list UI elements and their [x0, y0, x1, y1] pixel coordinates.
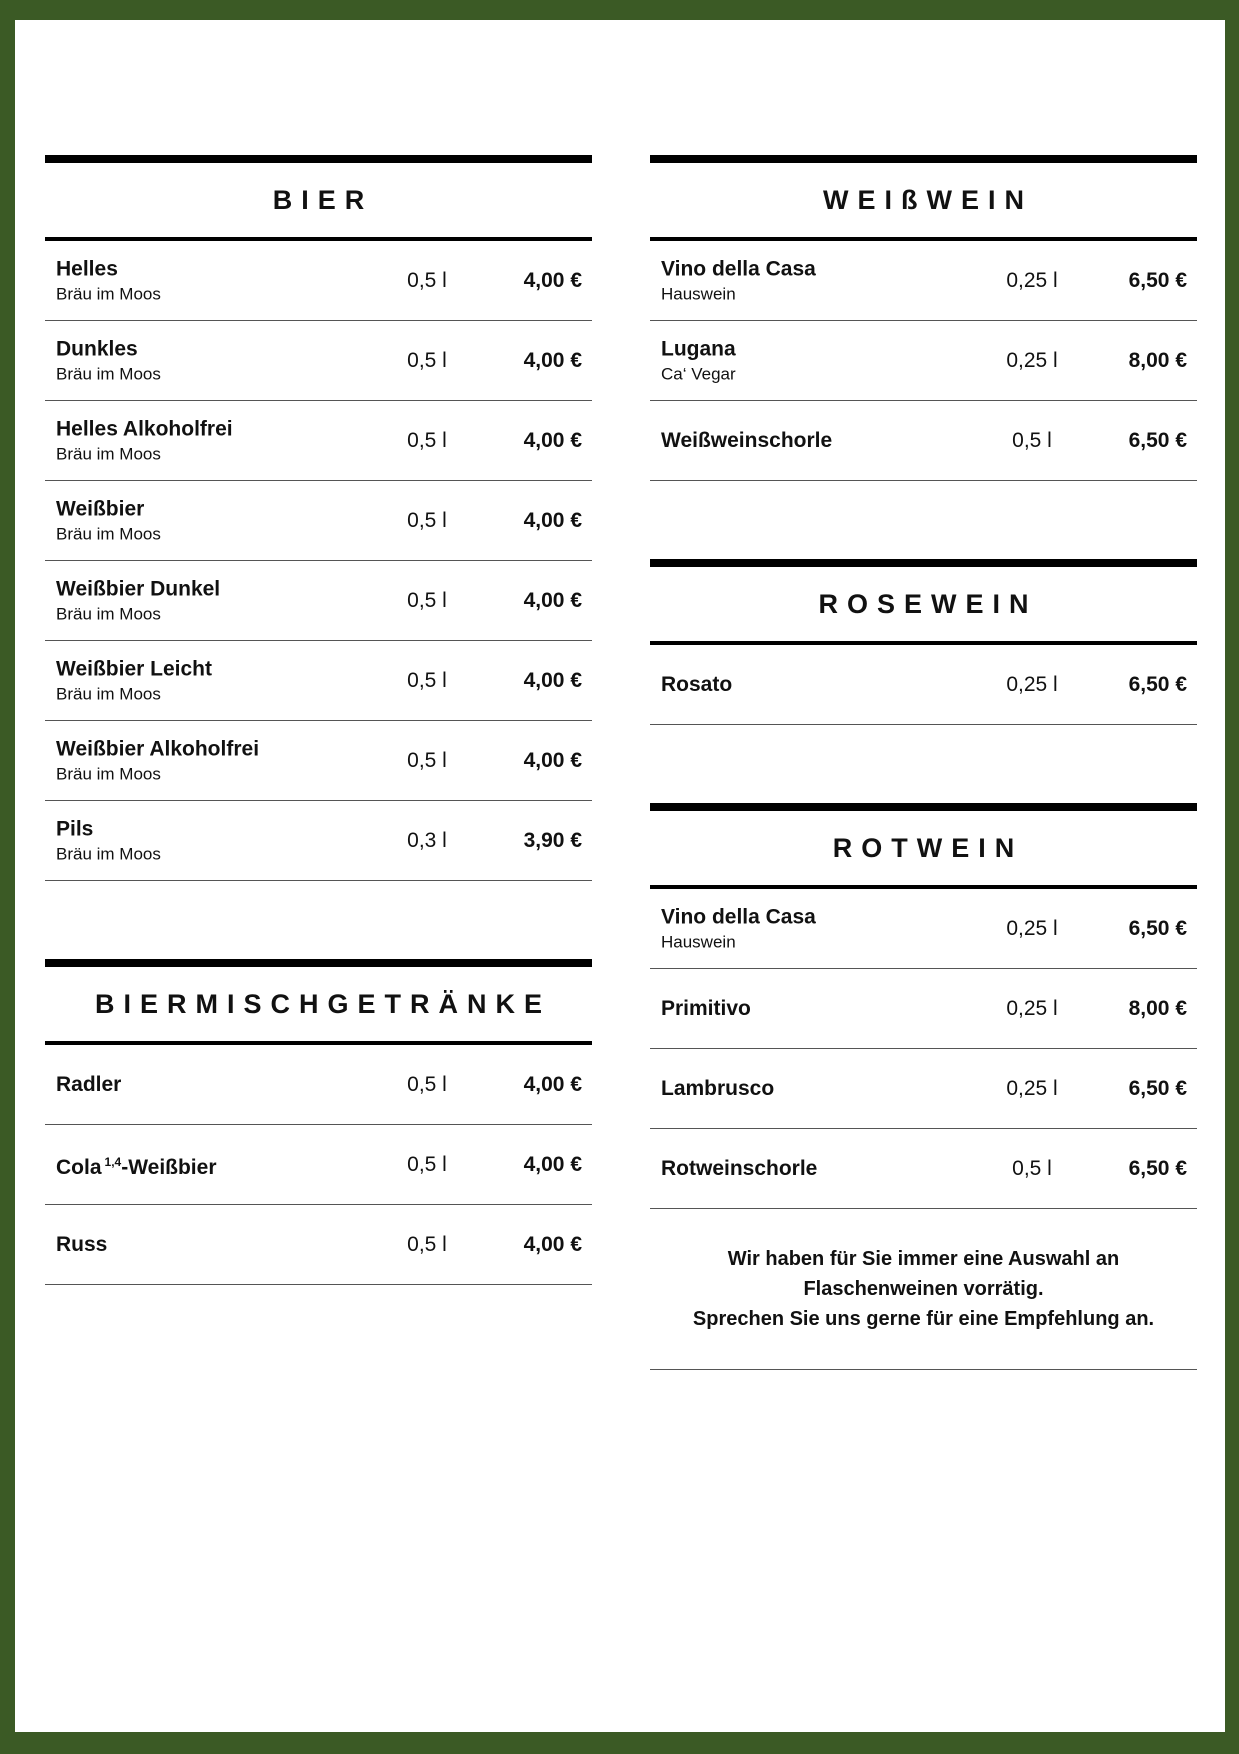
note-line: Flaschenweinen vorrätig.: [803, 1278, 1044, 1300]
item-name-block: [56, 416, 233, 465]
item-name: Pils: [56, 817, 94, 840]
item-name: Rosato: [661, 672, 733, 696]
section-rule: [650, 559, 1197, 567]
item-volume: 0,5 l: [407, 1232, 447, 1256]
item-volume: 0,5 l: [407, 588, 447, 612]
allergen-marker: 1,4: [104, 1154, 122, 1169]
item-name-block: [661, 336, 736, 385]
item-price: 8,00 €: [1128, 996, 1187, 1020]
menu-page: [15, 20, 1225, 1732]
note-line: Sprechen Sie uns gerne für eine Empfehlung an.: [692, 1308, 1155, 1330]
item-name: Helles Alkoholfrei: [56, 417, 233, 440]
item-price: 4,00 €: [523, 748, 582, 772]
menu-item: [45, 401, 592, 481]
item-price: 8,00 €: [1128, 348, 1187, 372]
item-name: Weißweinschorle: [661, 428, 833, 452]
section-title-biermisch: BIERMISCHGETRÄNKE: [45, 967, 592, 1045]
item-name-suffix: -Weißbier: [121, 1155, 217, 1179]
item-name: Vino della Casa: [661, 257, 816, 280]
note-line: Wir haben für Sie immer eine Auswahl an: [727, 1248, 1120, 1270]
section-rule: [45, 959, 592, 967]
item-name: Weißbier Dunkel: [56, 577, 221, 600]
menu-item: [45, 481, 592, 561]
item-name-block: [661, 1156, 817, 1182]
item-price: 4,00 €: [523, 348, 582, 372]
item-volume: 0,5 l: [407, 1072, 447, 1096]
item-name: Weißbier: [56, 497, 145, 520]
item-name-block: [56, 1232, 107, 1258]
item-brewery: Bräu im Moos: [56, 684, 161, 703]
item-volume: 0,25 l: [1006, 268, 1058, 292]
item-price: 4,00 €: [523, 668, 582, 692]
item-price: 4,00 €: [523, 1152, 582, 1176]
menu-item: [650, 241, 1197, 321]
item-brewery: Bräu im Moos: [56, 444, 161, 463]
section-spacer: [650, 481, 1197, 559]
item-name-block: [661, 1076, 774, 1102]
item-name-block: [56, 656, 212, 705]
menu-item: [650, 969, 1197, 1049]
item-name-block: [661, 996, 751, 1022]
section-title-rosewein: ROSEWEIN: [650, 567, 1197, 645]
item-volume: 0,5 l: [407, 668, 447, 692]
item-brewery: Bräu im Moos: [56, 364, 161, 383]
menu-item: [45, 641, 592, 721]
item-name-block: [56, 816, 161, 865]
item-volume: 0,25 l: [1006, 672, 1058, 696]
item-price: 6,50 €: [1128, 916, 1187, 940]
section-title-rotwein: ROTWEIN: [650, 811, 1197, 889]
section-rule: [650, 803, 1197, 811]
menu-item: [45, 1205, 592, 1285]
item-volume: 0,5 l: [407, 428, 447, 452]
item-name-block: [56, 736, 259, 785]
item-price: 6,50 €: [1128, 672, 1187, 696]
item-name: Lambrusco: [661, 1076, 775, 1100]
section-weisswein: [650, 155, 1197, 481]
note-text: [693, 1244, 1154, 1334]
item-producer: Hauswein: [661, 932, 736, 951]
item-name-composite: [56, 1149, 217, 1181]
item-brewery: Bräu im Moos: [56, 764, 161, 783]
item-brewery: Bräu im Moos: [56, 524, 161, 543]
item-volume: 0,5 l: [407, 1152, 447, 1176]
item-name: Russ: [56, 1232, 108, 1256]
item-name: Lugana: [661, 337, 736, 360]
section-title-bier: BIER: [45, 163, 592, 241]
menu-item: [45, 1045, 592, 1125]
item-name: Weißbier Alkoholfrei: [56, 737, 260, 760]
item-producer: Hauswein: [661, 284, 736, 303]
menu-item: [45, 241, 592, 321]
item-name: Dunkles: [56, 337, 138, 360]
right-column: [650, 155, 1197, 1370]
item-name-block: [56, 1149, 217, 1181]
item-price: 4,00 €: [523, 268, 582, 292]
item-name: Radler: [56, 1072, 122, 1096]
item-price: 6,50 €: [1128, 428, 1187, 452]
item-name-block: [661, 904, 816, 953]
item-name-block: [56, 336, 161, 385]
menu-item: [45, 561, 592, 641]
item-name-block: [661, 672, 732, 698]
item-name: Primitivo: [661, 996, 751, 1020]
item-volume: 0,5 l: [1012, 1156, 1052, 1180]
menu-item: [45, 801, 592, 881]
item-volume: 0,5 l: [407, 348, 447, 372]
item-name: Cola: [56, 1155, 102, 1179]
item-volume: 0,25 l: [1006, 1076, 1058, 1100]
item-price: 4,00 €: [523, 588, 582, 612]
bottle-wine-note: [650, 1209, 1197, 1370]
menu-item: [650, 321, 1197, 401]
item-volume: 0,5 l: [1012, 428, 1052, 452]
menu-item: [650, 401, 1197, 481]
item-name: Helles: [56, 257, 118, 280]
item-price: 4,00 €: [523, 1232, 582, 1256]
item-brewery: Bräu im Moos: [56, 604, 161, 623]
section-title-weisswein: WEIßWEIN: [650, 163, 1197, 241]
item-name-block: [661, 256, 816, 305]
item-name-block: [56, 496, 161, 545]
menu-item: [45, 1125, 592, 1205]
section-rule: [45, 155, 592, 163]
item-price: 6,50 €: [1128, 1156, 1187, 1180]
item-price: 6,50 €: [1128, 1076, 1187, 1100]
item-name-block: [56, 1072, 121, 1098]
item-price: 4,00 €: [523, 508, 582, 532]
section-rule: [650, 155, 1197, 163]
menu-item: [650, 1049, 1197, 1129]
item-volume: 0,3 l: [407, 828, 447, 852]
menu-item: [45, 321, 592, 401]
item-brewery: Bräu im Moos: [56, 284, 161, 303]
item-volume: 0,25 l: [1006, 348, 1058, 372]
menu-item: [650, 1129, 1197, 1209]
item-price: 3,90 €: [523, 828, 582, 852]
item-name: Rotweinschorle: [661, 1156, 818, 1180]
item-price: 4,00 €: [523, 1072, 582, 1096]
section-rosewein: [650, 559, 1197, 725]
item-volume: 0,5 l: [407, 268, 447, 292]
item-name-block: [56, 256, 161, 305]
menu-item: [650, 645, 1197, 725]
section-bier: [45, 155, 592, 881]
item-volume: 0,5 l: [407, 508, 447, 532]
left-column: [45, 155, 592, 1285]
item-producer: Ca‘ Vegar: [661, 364, 736, 383]
section-spacer: [650, 725, 1197, 803]
item-volume: 0,5 l: [407, 748, 447, 772]
item-brewery: Bräu im Moos: [56, 844, 161, 863]
item-volume: 0,25 l: [1006, 916, 1058, 940]
item-name: Weißbier Leicht: [56, 657, 212, 680]
item-price: 4,00 €: [523, 428, 582, 452]
section-rotwein: [650, 803, 1197, 1370]
item-name-block: [661, 428, 832, 454]
item-price: 6,50 €: [1128, 268, 1187, 292]
section-spacer: [45, 881, 592, 959]
item-volume: 0,25 l: [1006, 996, 1058, 1020]
menu-item: [45, 721, 592, 801]
menu-item: [650, 889, 1197, 969]
section-biermischgetraenke: [45, 959, 592, 1285]
item-name: Vino della Casa: [661, 905, 816, 928]
item-name-block: [56, 576, 220, 625]
